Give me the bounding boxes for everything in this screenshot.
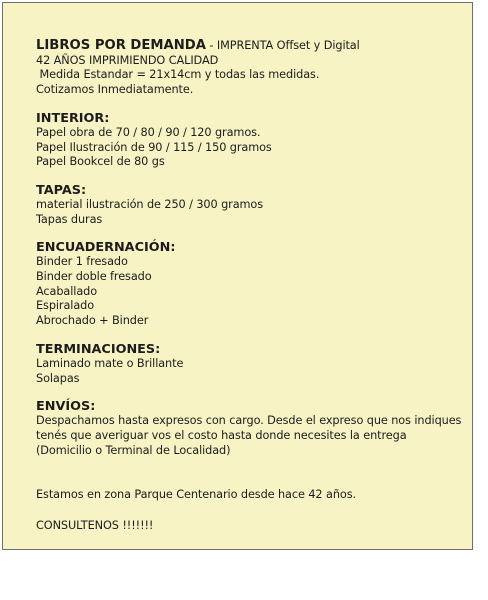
encuadernacion-item: Espiralado [36, 299, 95, 313]
standard-size-text: Medida Estandar = 21x14cm y todas las medidas. [36, 68, 320, 82]
encuadernacion-item: Abrochado + Binder [36, 314, 149, 328]
quote-text: Cotizamos Inmediatamente. [36, 83, 194, 97]
tapas-item: Tapas duras [36, 212, 103, 226]
ad-subtitle: - IMPRENTA Offset y Digital [205, 39, 360, 52]
terminaciones-item: Laminado mate o Brillante [36, 356, 184, 370]
encuadernacion-item: Binder doble fresado [36, 270, 152, 284]
ad-panel [2, 2, 473, 550]
location-text: Estamos en zona Parque Centenario desde hace 42 años. [36, 488, 356, 502]
interior-item: Papel Bookcel de 80 gs [36, 155, 165, 169]
interior-heading: INTERIOR: [36, 110, 110, 126]
interior-item: Papel obra de 70 / 80 / 90 / 120 gramos. [36, 125, 261, 139]
envios-item: tenés que averiguar vos el costo hasta donde necesites la entrega [36, 428, 407, 442]
ad-content [36, 39, 466, 534]
consultenos-text: CONSULTENOS !!!!!!! [36, 519, 154, 533]
tagline: 42 AÑOS IMPRIMIENDO CALIDAD [36, 53, 219, 67]
encuadernacion-item: Binder 1 fresado [36, 255, 128, 269]
tapas-heading: TAPAS: [36, 182, 87, 198]
interior-item: Papel Ilustración de 90 / 115 / 150 gramos [36, 140, 272, 154]
envios-heading: ENVÍOS: [36, 399, 96, 415]
terminaciones-item: Solapas [36, 371, 80, 385]
encuadernacion-heading: ENCUADERNACIÓN: [36, 240, 176, 256]
ad-title: LIBROS POR DEMANDA [36, 38, 206, 53]
header-line [36, 39, 466, 54]
tapas-item: material ilustración de 250 / 300 gramos [36, 197, 264, 211]
encuadernacion-item: Acaballado [36, 284, 98, 298]
terminaciones-heading: TERMINACIONES: [36, 341, 161, 357]
envios-item: Despachamos hasta expresos con cargo. Desde el expreso que nos indiques [36, 414, 462, 428]
envios-item: (Domicilio o Terminal de Localidad) [36, 443, 231, 457]
